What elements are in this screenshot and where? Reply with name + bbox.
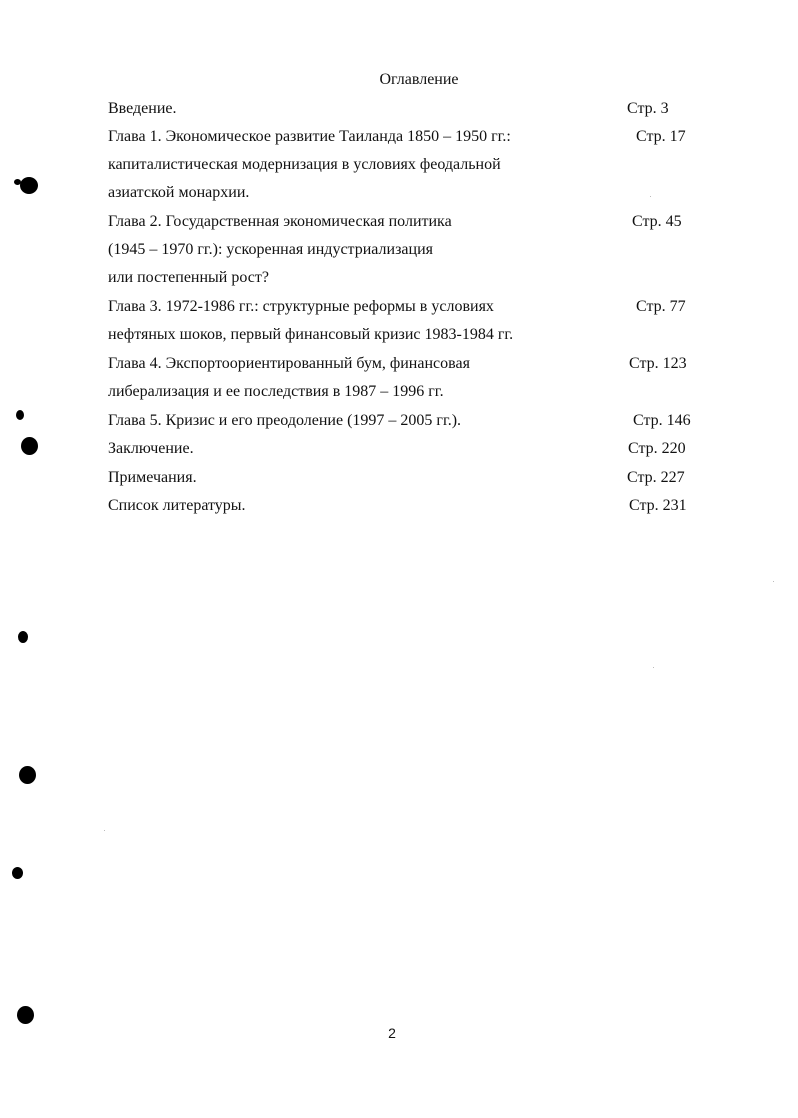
toc-entry-line: азиатской монархии.: [108, 184, 250, 201]
scan-speck: [773, 581, 774, 582]
punch-hole-mark: [17, 1006, 34, 1024]
toc-entry-line: Глава 1. Экономическое развитие Таиланда 1850 – 1950 гг.:: [108, 128, 511, 145]
toc-page-ref: Стр. 146: [633, 412, 691, 429]
toc-entry-line: либерализация и ее последствия в 1987 – 1996 гг.: [108, 383, 444, 400]
toc-page-ref: Стр. 220: [628, 440, 686, 457]
toc-title: Оглавление: [379, 71, 459, 88]
toc-entry-line: Введение.: [108, 100, 177, 117]
punch-hole-mark: [12, 867, 23, 879]
toc-page-ref: Стр. 227: [627, 469, 685, 486]
toc-page-ref: Стр. 45: [632, 213, 682, 230]
toc-entry-line: капиталистическая модернизация в условиях феодальной: [108, 156, 501, 173]
toc-entry-line: Список литературы.: [108, 497, 246, 514]
punch-hole-mark: [19, 766, 36, 784]
punch-hole-mark: [18, 631, 28, 643]
punch-hole-mark: [14, 179, 21, 185]
punch-hole-mark: [16, 410, 24, 420]
punch-hole-mark: [20, 177, 38, 194]
toc-entry-line: нефтяных шоков, первый финансовый кризис 1983-1984 гг.: [108, 326, 514, 343]
toc-entry-line: (1945 – 1970 гг.): ускоренная индустриализация: [108, 241, 433, 258]
toc-page-ref: Стр. 3: [627, 100, 669, 117]
scan-speck: [650, 196, 651, 197]
toc-entry-line: Глава 3. 1972-1986 гг.: структурные реформы в условиях: [108, 298, 494, 315]
toc-page-ref: Стр. 17: [636, 128, 686, 145]
toc-page-ref: Стр. 123: [629, 355, 687, 372]
toc-entry-line: Заключение.: [108, 440, 194, 457]
punch-hole-mark: [21, 437, 38, 455]
toc-entry-line: Глава 4. Экспортоориентированный бум, финансовая: [108, 355, 470, 372]
toc-entry-line: или постепенный рост?: [108, 269, 269, 286]
toc-entry-line: Глава 2. Государственная экономическая политика: [108, 213, 452, 230]
toc-entry-line: Глава 5. Кризис и его преодоление (1997 – 2005 гг.).: [108, 412, 462, 429]
toc-entry-line: Примечания.: [108, 469, 197, 486]
scan-speck: [104, 830, 105, 831]
toc-page-ref: Стр. 231: [629, 497, 687, 514]
toc-page-ref: Стр. 77: [636, 298, 686, 315]
page-number: 2: [388, 1025, 396, 1041]
scan-speck: [653, 667, 654, 668]
